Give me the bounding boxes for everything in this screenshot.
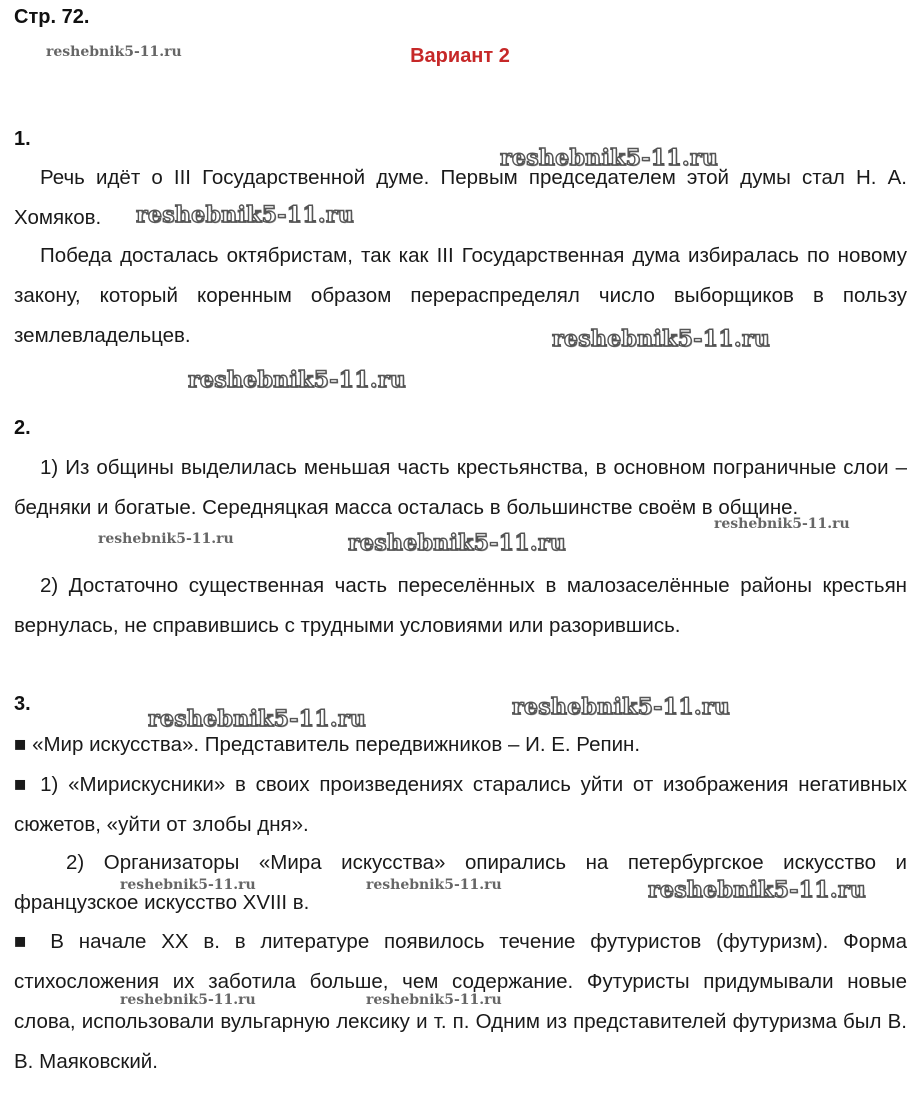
q1-paragraph-1: Речь идёт о III Государственной думе. Первым председателем этой думы стал Н. А. Хомяков. <box>14 166 907 229</box>
watermark: reshebnik5-11.ru <box>366 992 502 1008</box>
q3-paragraph-3: 2) Организаторы «Мира искусства» опирались на петербургское искусство и французское искусство XVIII в. <box>14 851 907 914</box>
question-3-number: 3. <box>14 693 31 715</box>
watermark: reshebnik5-11.ru <box>714 516 850 532</box>
watermark: reshebnik5-11.ru <box>120 992 256 1008</box>
question-1-number: 1. <box>14 128 31 150</box>
watermark: reshebnik5-11.ru <box>512 694 731 720</box>
watermark: reshebnik5-11.ru <box>188 367 407 393</box>
watermark: reshebnik5-11.ru <box>648 877 867 903</box>
q2-paragraph-2: 2) Достаточно существенная часть переселённых в малозаселённые районы крестьян вернулась, не справившись с трудными условиями или разорившись. <box>14 574 907 637</box>
watermark: reshebnik5-11.ru <box>552 326 771 352</box>
watermark: reshebnik5-11.ru <box>46 44 182 60</box>
q3-paragraph-4: ■ В начале XX в. в литературе появилось течение футуристов (футуризм). Форма стихосложения их заботила больше, чем содержание. Футуристы придумывали новые слова, использовали вульгарную лексику и т. п. Одним из представителей футуризма был В. В. Маяковский. <box>14 930 907 1073</box>
watermark: reshebnik5-11.ru <box>120 877 256 893</box>
watermark: reshebnik5-11.ru <box>500 145 719 171</box>
q1-paragraph-2: Победа досталась октябристам, так как III Государственная дума избиралась по новому закону, который коренным образом перераспределял число выборщиков в пользу землевладельцев. <box>14 244 907 347</box>
watermark: reshebnik5-11.ru <box>366 877 502 893</box>
q3-paragraph-1: ■ «Мир искусства». Представитель передвижников – И. Е. Репин. <box>14 733 641 756</box>
watermark: reshebnik5-11.ru <box>148 706 367 732</box>
watermark: reshebnik5-11.ru <box>98 531 234 547</box>
watermark: reshebnik5-11.ru <box>348 530 567 556</box>
page-label: Стр. 72. <box>14 6 90 28</box>
watermark: reshebnik5-11.ru <box>136 202 355 228</box>
q2-paragraph-1: 1) Из общины выделилась меньшая часть крестьянства, в основном пограничные слои – бедняки и богатые. Середняцкая масса осталась в большинстве своём в общине. <box>14 456 907 519</box>
question-2-number: 2. <box>14 417 31 439</box>
q3-paragraph-2: ■ 1) «Мирискусники» в своих произведениях старались уйти от изображения негативных сюжетов, «уйти от злобы дня». <box>14 773 907 836</box>
variant-title: Вариант 2 <box>410 45 510 67</box>
